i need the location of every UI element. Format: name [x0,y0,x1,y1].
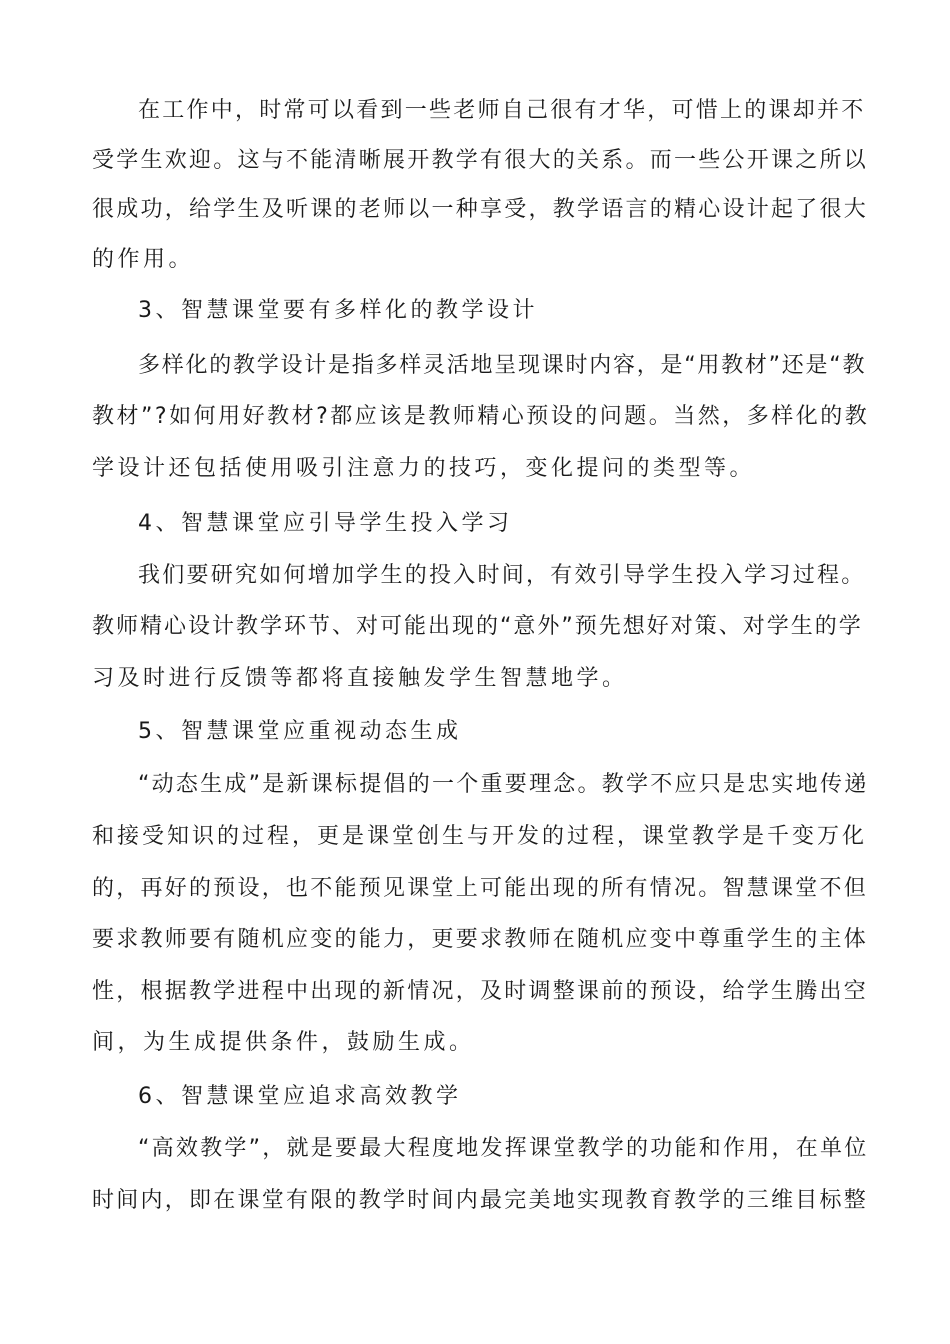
paragraph-3-line-1: 我们要研究如何增加学生的投入时间，有效引导学生投入学习过程。 [138,563,866,588]
paragraph-1-line-2: 受学生欢迎。这与不能清晰展开教学有很大的关系。而一些公开课之所以 [92,148,869,173]
paragraph-1-line-1: 在工作中，时常可以看到一些老师自己很有才华，可惜上的课却并不 [138,98,866,123]
paragraph-2-line-2: 教材”?如何用好教材?都应该是教师精心预设的问题。当然，多样化的教 [92,404,870,429]
paragraph-2-line-3: 学设计还包括使用吸引注意力的技巧，变化提问的类型等。 [92,456,756,481]
paragraph-1-line-3: 很成功，给学生及听课的老师以一种享受，教学语言的精心设计起了很大 [92,197,869,222]
section-heading-6: 6、智慧课堂应追求高效教学 [138,1084,462,1109]
paragraph-4-line-6: 间，为生成提供条件，鼓励生成。 [92,1030,475,1055]
paragraph-4-line-3: 的，再好的预设，也不能预见课堂上可能出现的所有情况。智慧课堂不但 [92,876,869,901]
paragraph-3-line-3: 习及时进行反馈等都将直接触发学生智慧地学。 [92,666,628,691]
section-heading-4: 4、智慧课堂应引导学生投入学习 [138,511,513,536]
paragraph-4-line-1: “动态生成”是新课标提倡的一个重要理念。教学不应只是忠实地传递 [138,772,869,797]
paragraph-4-line-2: 和接受知识的过程，更是课堂创生与开发的过程，课堂教学是千变万化 [92,824,868,849]
paragraph-5-line-2: 时间内，即在课堂有限的教学时间内最完美地实现教育教学的三维目标整 [92,1188,869,1213]
paragraph-5-line-1: “高效教学”，就是要最大程度地发挥课堂教学的功能和作用，在单位 [138,1136,869,1161]
section-heading-5: 5、智慧课堂应重视动态生成 [138,719,462,744]
paragraph-3-line-2: 教师精心设计教学环节、对可能出现的“意外”预先想好对策、对学生的学 [92,614,863,639]
paragraph-2-line-1: 多样化的教学设计是指多样灵活地呈现课时内容，是“用教材”还是“教 [138,353,867,378]
paragraph-4-line-5: 性，根据教学进程中出现的新情况，及时调整课前的预设，给学生腾出空 [92,979,869,1004]
paragraph-1-line-4: 的作用。 [92,247,195,272]
paragraph-4-line-4: 要求教师要有随机应变的能力，更要求教师在随机应变中尊重学生的主体 [92,927,869,952]
section-heading-3: 3、智慧课堂要有多样化的教学设计 [138,298,538,323]
